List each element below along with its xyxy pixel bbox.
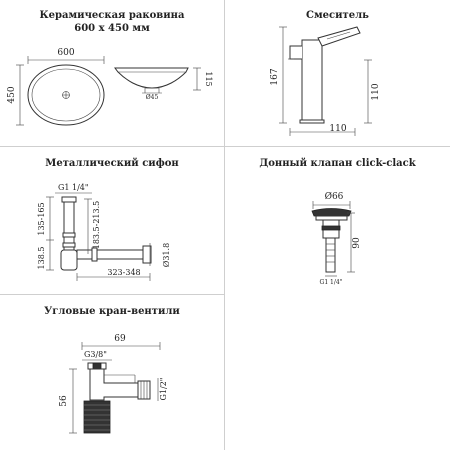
drain-thread-label: G1 1/4" (319, 279, 343, 286)
angle-inlet-label: G3/8" (84, 350, 107, 359)
basin-side-height-label: 115 (204, 71, 213, 87)
siphon-mid-label: 183.5-213.5 (92, 200, 101, 250)
drain-height-label: 90 (352, 237, 362, 249)
faucet-reach-label: 110 (329, 124, 347, 134)
angle-height-label: 56 (59, 395, 69, 407)
angle-width-label: 69 (114, 334, 126, 344)
faucet-height-spout-label: 110 (371, 83, 381, 101)
basin-height-label: 450 (7, 86, 17, 104)
siphon-thread-label: G1 1/4" (58, 183, 89, 192)
basin-drain-label: Ø45 (145, 94, 159, 101)
basin-title-line2: 600 x 450 мм (74, 23, 150, 34)
angle-handle (84, 401, 110, 433)
siphon-title: Металлический сифон (45, 158, 179, 169)
basin-title-line1: Керамическая раковина (39, 10, 185, 21)
faucet-title: Смеситель (306, 10, 369, 21)
basin-width-label: 600 (57, 48, 75, 58)
faucet-height-total-label: 167 (270, 68, 280, 86)
siphon-diameter-label: Ø31.8 (162, 242, 171, 268)
drain-valve-title: Донный клапан click-clack (259, 158, 416, 169)
siphon-lower-label: 138.5 (37, 246, 46, 270)
drain-diameter-label: Ø66 (324, 192, 344, 202)
siphon-upper-label: 135-165 (37, 202, 46, 236)
angle-outlet-label: G1/2" (159, 377, 168, 401)
siphon-length-label: 323-348 (107, 268, 141, 277)
angle-valve-title: Угловые кран-вентили (44, 306, 180, 317)
